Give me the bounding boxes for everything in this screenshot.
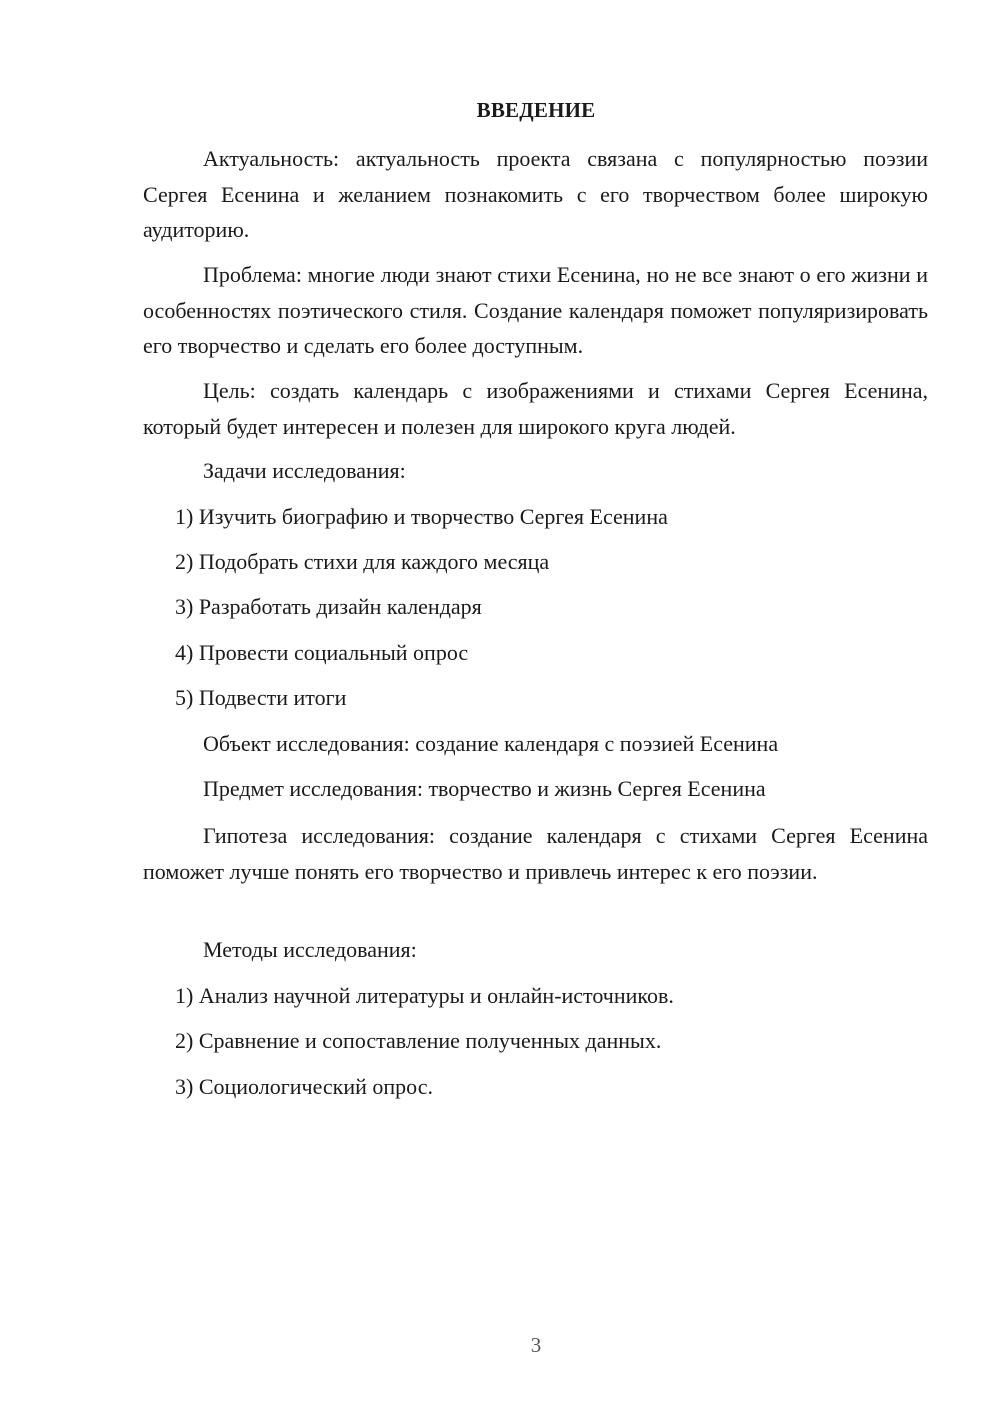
tasks-heading: Задачи исследования: xyxy=(203,458,406,483)
task-item: 5) Подвести итоги xyxy=(175,685,347,710)
section-heading: ВВЕДЕНИЕ xyxy=(476,98,596,122)
task-item: 3) Разработать дизайн календаря xyxy=(175,594,482,619)
research-object: Объект исследования: создание календаря с поэзией Есенина xyxy=(203,731,779,756)
task-item: 1) Изучить биографию и творчество Сергея Есенина xyxy=(175,504,668,529)
task-item: 4) Провести социальный опрос xyxy=(175,640,469,665)
method-item: 3) Социологический опрос. xyxy=(175,1074,433,1099)
task-item: 2) Подобрать стихи для каждого месяца xyxy=(175,549,550,574)
goal-paragraph: Цель: создать календарь с изображениями и стихами Сергея Есенина, который будет интересен и полезен для широкого круга людей. xyxy=(143,378,928,439)
page-number: 3 xyxy=(530,1333,542,1357)
method-item: 2) Сравнение и сопоставление полученных данных. xyxy=(175,1028,662,1053)
method-item: 1) Анализ научной литературы и онлайн-источников. xyxy=(175,983,674,1008)
methods-heading: Методы исследования: xyxy=(203,937,417,962)
hypothesis-paragraph: Гипотеза исследования: создание календаря с стихами Сергея Есенина поможет лучше понять его творчество и привлечь интерес к его поэзии. xyxy=(143,823,928,884)
problem-paragraph: Проблема: многие люди знают стихи Есенина, но не все знают о его жизни и особенностях поэтического стиля. Создание календаря поможет популяризировать его творчество и сделать его более доступным. xyxy=(143,262,928,358)
research-subject: Предмет исследования: творчество и жизнь Сергея Есенина xyxy=(203,776,766,801)
relevance-paragraph: Актуальность: актуальность проекта связана с популярностью поэзии Сергея Есенина и желанием познакомить с его творчеством более широкую аудиторию. xyxy=(143,146,928,242)
